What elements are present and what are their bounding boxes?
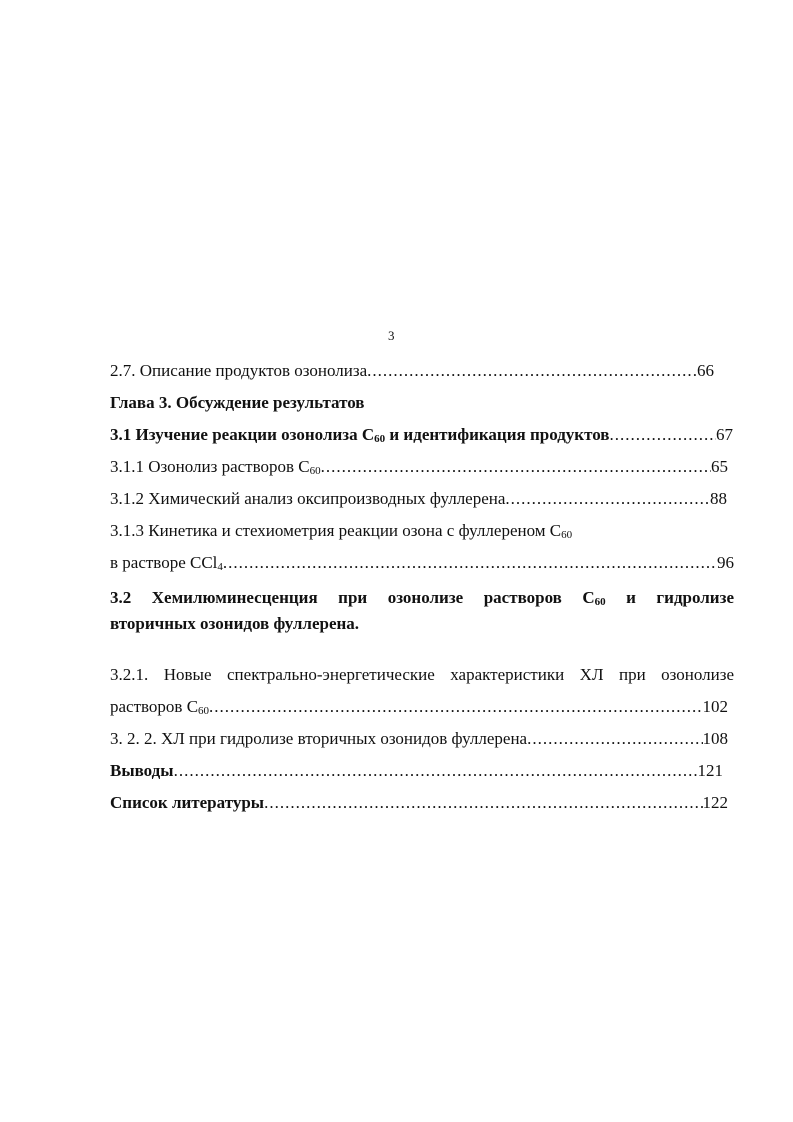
toc-entry-page: 122 <box>702 793 728 812</box>
toc-entry-3-1-3 <box>110 547 734 579</box>
spacer <box>110 637 734 659</box>
page-number: 3 <box>388 328 395 343</box>
toc-entry-label: в растворе CCl$_4$ <box>110 553 223 573</box>
toc-entry-page: 102 <box>702 697 728 716</box>
toc-leader-dots <box>505 483 710 515</box>
toc-entry-label: Список литературы <box>110 793 265 812</box>
toc-leader-dots <box>367 355 693 387</box>
toc-entry-page: 108 <box>702 729 728 748</box>
toc-entry-3-2-line1: 3.2 Хемилюминесценция при озонолизе растворов $С_{60}$ и гидролизе <box>110 588 734 608</box>
toc-entry-label: 3. 2. 2. ХЛ при гидролизе вторичных озонидов фуллерена <box>110 729 528 748</box>
chapter-3-heading: Глава 3. Обсуждение результатов <box>110 393 365 412</box>
toc-entry-3-2-2 <box>110 723 728 755</box>
toc-entry-page: 88 <box>710 489 727 508</box>
toc-entry-3-1-1 <box>110 451 728 483</box>
toc-entry-conclusions <box>110 755 723 787</box>
toc-leader-dots <box>321 451 711 483</box>
table-of-contents <box>110 355 734 819</box>
toc-entry-page: 67 <box>716 425 733 444</box>
toc-leader-dots <box>264 787 702 819</box>
toc-leader-dots <box>527 723 702 755</box>
toc-entry-references <box>110 787 728 819</box>
toc-entry-3-1-2 <box>110 483 727 515</box>
toc-entry-3-2-line2: вторичных озонидов фуллерена. <box>110 614 360 633</box>
toc-entry-page: 121 <box>697 761 723 780</box>
toc-entry-label: 2.7. Описание продуктов озонолиза <box>110 361 368 380</box>
toc-entry-3-1 <box>110 419 733 451</box>
toc-entry-page: .66 <box>692 361 714 380</box>
toc-leader-dots <box>610 419 717 451</box>
toc-leader-dots <box>174 755 698 787</box>
toc-leader-dots <box>223 547 717 579</box>
toc-entry-page: 96 <box>717 553 734 572</box>
toc-entry-3-2-1 <box>110 691 728 723</box>
toc-entry-3-2-1-line1: 3.2.1. Новые спектрально-энергетические характеристики ХЛ при озонолизе <box>110 665 734 684</box>
toc-entry-label: Выводы <box>110 761 174 780</box>
toc-entry-label: растворов $С_{60}$ <box>110 697 210 717</box>
toc-entry-2-7 <box>110 355 714 387</box>
toc-entry-3-1-3-line1: 3.1.3 Кинетика и стехиометрия реакции озона с фуллереном $С_{60}$ <box>110 521 573 541</box>
toc-entry-label: 3.1.2 Химический анализ оксипроизводных фуллерена <box>110 489 506 508</box>
toc-entry-label: 3.1 Изучение реакции озонолиза $С_{60}$ и идентификация продуктов <box>110 425 610 445</box>
toc-leader-dots <box>209 691 702 723</box>
toc-entry-3-2 <box>110 585 734 637</box>
toc-entry-label: 3.1.1 Озонолиз растворов $С_{60}$ <box>110 457 321 477</box>
toc-entry-page: 65 <box>711 457 728 476</box>
